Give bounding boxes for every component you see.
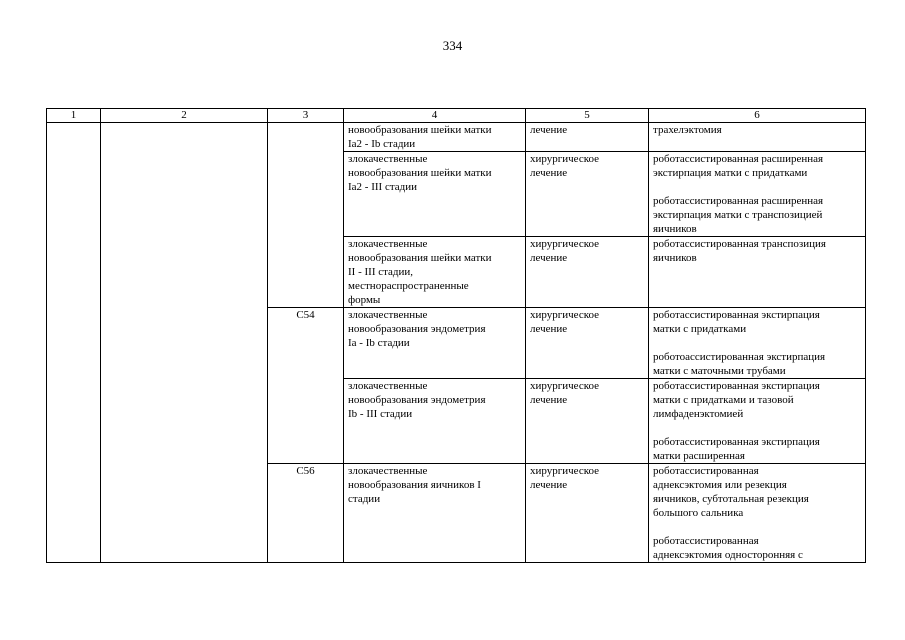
diagnosis-line: местнораспространенные — [348, 280, 469, 292]
method-line: экстирпация матки с придатками — [653, 167, 808, 179]
method-line: роботассистированная расширенная — [653, 153, 824, 165]
cell-diagnosis — [344, 464, 526, 563]
cell-treatment — [526, 152, 649, 237]
treatment-line: лечение — [530, 479, 568, 491]
method-line: роботассистированная расширенная — [653, 195, 824, 207]
procedures-table — [46, 108, 866, 563]
cell-code: C54 — [268, 308, 344, 464]
cell-treatment — [526, 464, 649, 563]
diagnosis-line: злокачественные — [348, 153, 428, 165]
treatment-line: лечение — [530, 167, 568, 179]
column-header-4: 4 — [344, 109, 526, 123]
cell-col1 — [47, 123, 101, 563]
cell-method — [649, 152, 866, 237]
diagnosis-line: новообразования шейки матки — [348, 124, 492, 136]
diagnosis-line: злокачественные — [348, 380, 428, 392]
treatment-line: лечение — [530, 124, 568, 136]
treatment-line: лечение — [530, 323, 568, 335]
treatment-line: хирургическое — [530, 153, 600, 165]
cell-treatment — [526, 379, 649, 464]
method-line: роботоассистированная экстирпация — [653, 351, 826, 363]
diagnosis-line: II - III стадии, — [348, 266, 414, 278]
diagnosis-line: новообразования шейки матки — [348, 252, 492, 264]
method-line: матки с придатками — [653, 323, 747, 335]
method-spacer — [653, 421, 861, 435]
cell-treatment — [526, 123, 649, 152]
method-line: большого сальника — [653, 507, 744, 519]
cell-code — [268, 123, 344, 308]
table-body — [47, 123, 866, 563]
column-header-1: 1 — [47, 109, 101, 123]
diagnosis-line: Ia2 - Ib стадии — [348, 138, 416, 150]
cell-diagnosis — [344, 237, 526, 308]
method-line: матки с маточными трубами — [653, 365, 786, 377]
method-line: аднексэктомия односторонняя с — [653, 549, 803, 561]
column-header-2: 2 — [101, 109, 268, 123]
diagnosis-line: злокачественные — [348, 309, 428, 321]
diagnosis-line: злокачественные — [348, 238, 428, 250]
table-row — [47, 123, 866, 152]
method-line: роботассистированная экстирпация — [653, 436, 820, 448]
diagnosis-line: злокачественные — [348, 465, 428, 477]
method-line: яичников — [653, 223, 697, 235]
method-line: роботассистированная — [653, 535, 759, 547]
diagnosis-line: Ib - III стадии — [348, 408, 413, 420]
column-header-5: 5 — [526, 109, 649, 123]
treatment-line: хирургическое — [530, 238, 600, 250]
cell-diagnosis — [344, 152, 526, 237]
diagnosis-line: Ia2 - III стадии — [348, 181, 418, 193]
method-line: аднексэктомия или резекция — [653, 479, 787, 491]
method-line: роботассистированная экстирпация — [653, 309, 820, 321]
column-header-6: 6 — [649, 109, 866, 123]
treatment-line: хирургическое — [530, 380, 600, 392]
diagnosis-line: новообразования эндометрия — [348, 394, 486, 406]
cell-method — [649, 123, 866, 152]
cell-method — [649, 308, 866, 379]
method-line: яичников, субтотальная резекция — [653, 493, 809, 505]
cell-treatment — [526, 308, 649, 379]
diagnosis-line: новообразования шейки матки — [348, 167, 492, 179]
method-line: яичников — [653, 252, 697, 264]
method-line: роботассистированная транспозиция — [653, 238, 826, 250]
cell-method — [649, 379, 866, 464]
diagnosis-line: формы — [348, 294, 381, 306]
method-line: лимфаденэктомией — [653, 408, 744, 420]
cell-method — [649, 237, 866, 308]
cell-code: C56 — [268, 464, 344, 563]
cell-diagnosis — [344, 379, 526, 464]
method-spacer — [653, 336, 861, 350]
diagnosis-line: Ia - Ib стадии — [348, 337, 410, 349]
method-line: матки с придатками и тазовой — [653, 394, 794, 406]
method-line: роботассистированная — [653, 465, 759, 477]
diagnosis-line: стадии — [348, 493, 381, 505]
header-row — [47, 109, 866, 123]
cell-method — [649, 464, 866, 563]
method-spacer — [653, 180, 861, 194]
cell-treatment — [526, 237, 649, 308]
method-spacer — [653, 520, 861, 534]
method-line: роботассистированная экстирпация — [653, 380, 820, 392]
treatment-line: хирургическое — [530, 309, 600, 321]
cell-diagnosis — [344, 123, 526, 152]
column-header-3: 3 — [268, 109, 344, 123]
method-line: трахелэктомия — [653, 124, 722, 136]
treatment-line: хирургическое — [530, 465, 600, 477]
cell-col2 — [101, 123, 268, 563]
cell-diagnosis — [344, 308, 526, 379]
treatment-line: лечение — [530, 252, 568, 264]
treatment-line: лечение — [530, 394, 568, 406]
method-line: экстирпация матки с транспозицией — [653, 209, 823, 221]
method-line: матки расширенная — [653, 450, 745, 462]
diagnosis-line: новообразования эндометрия — [348, 323, 486, 335]
diagnosis-line: новообразования яичников I — [348, 479, 481, 491]
page-number: 334 — [442, 38, 463, 53]
